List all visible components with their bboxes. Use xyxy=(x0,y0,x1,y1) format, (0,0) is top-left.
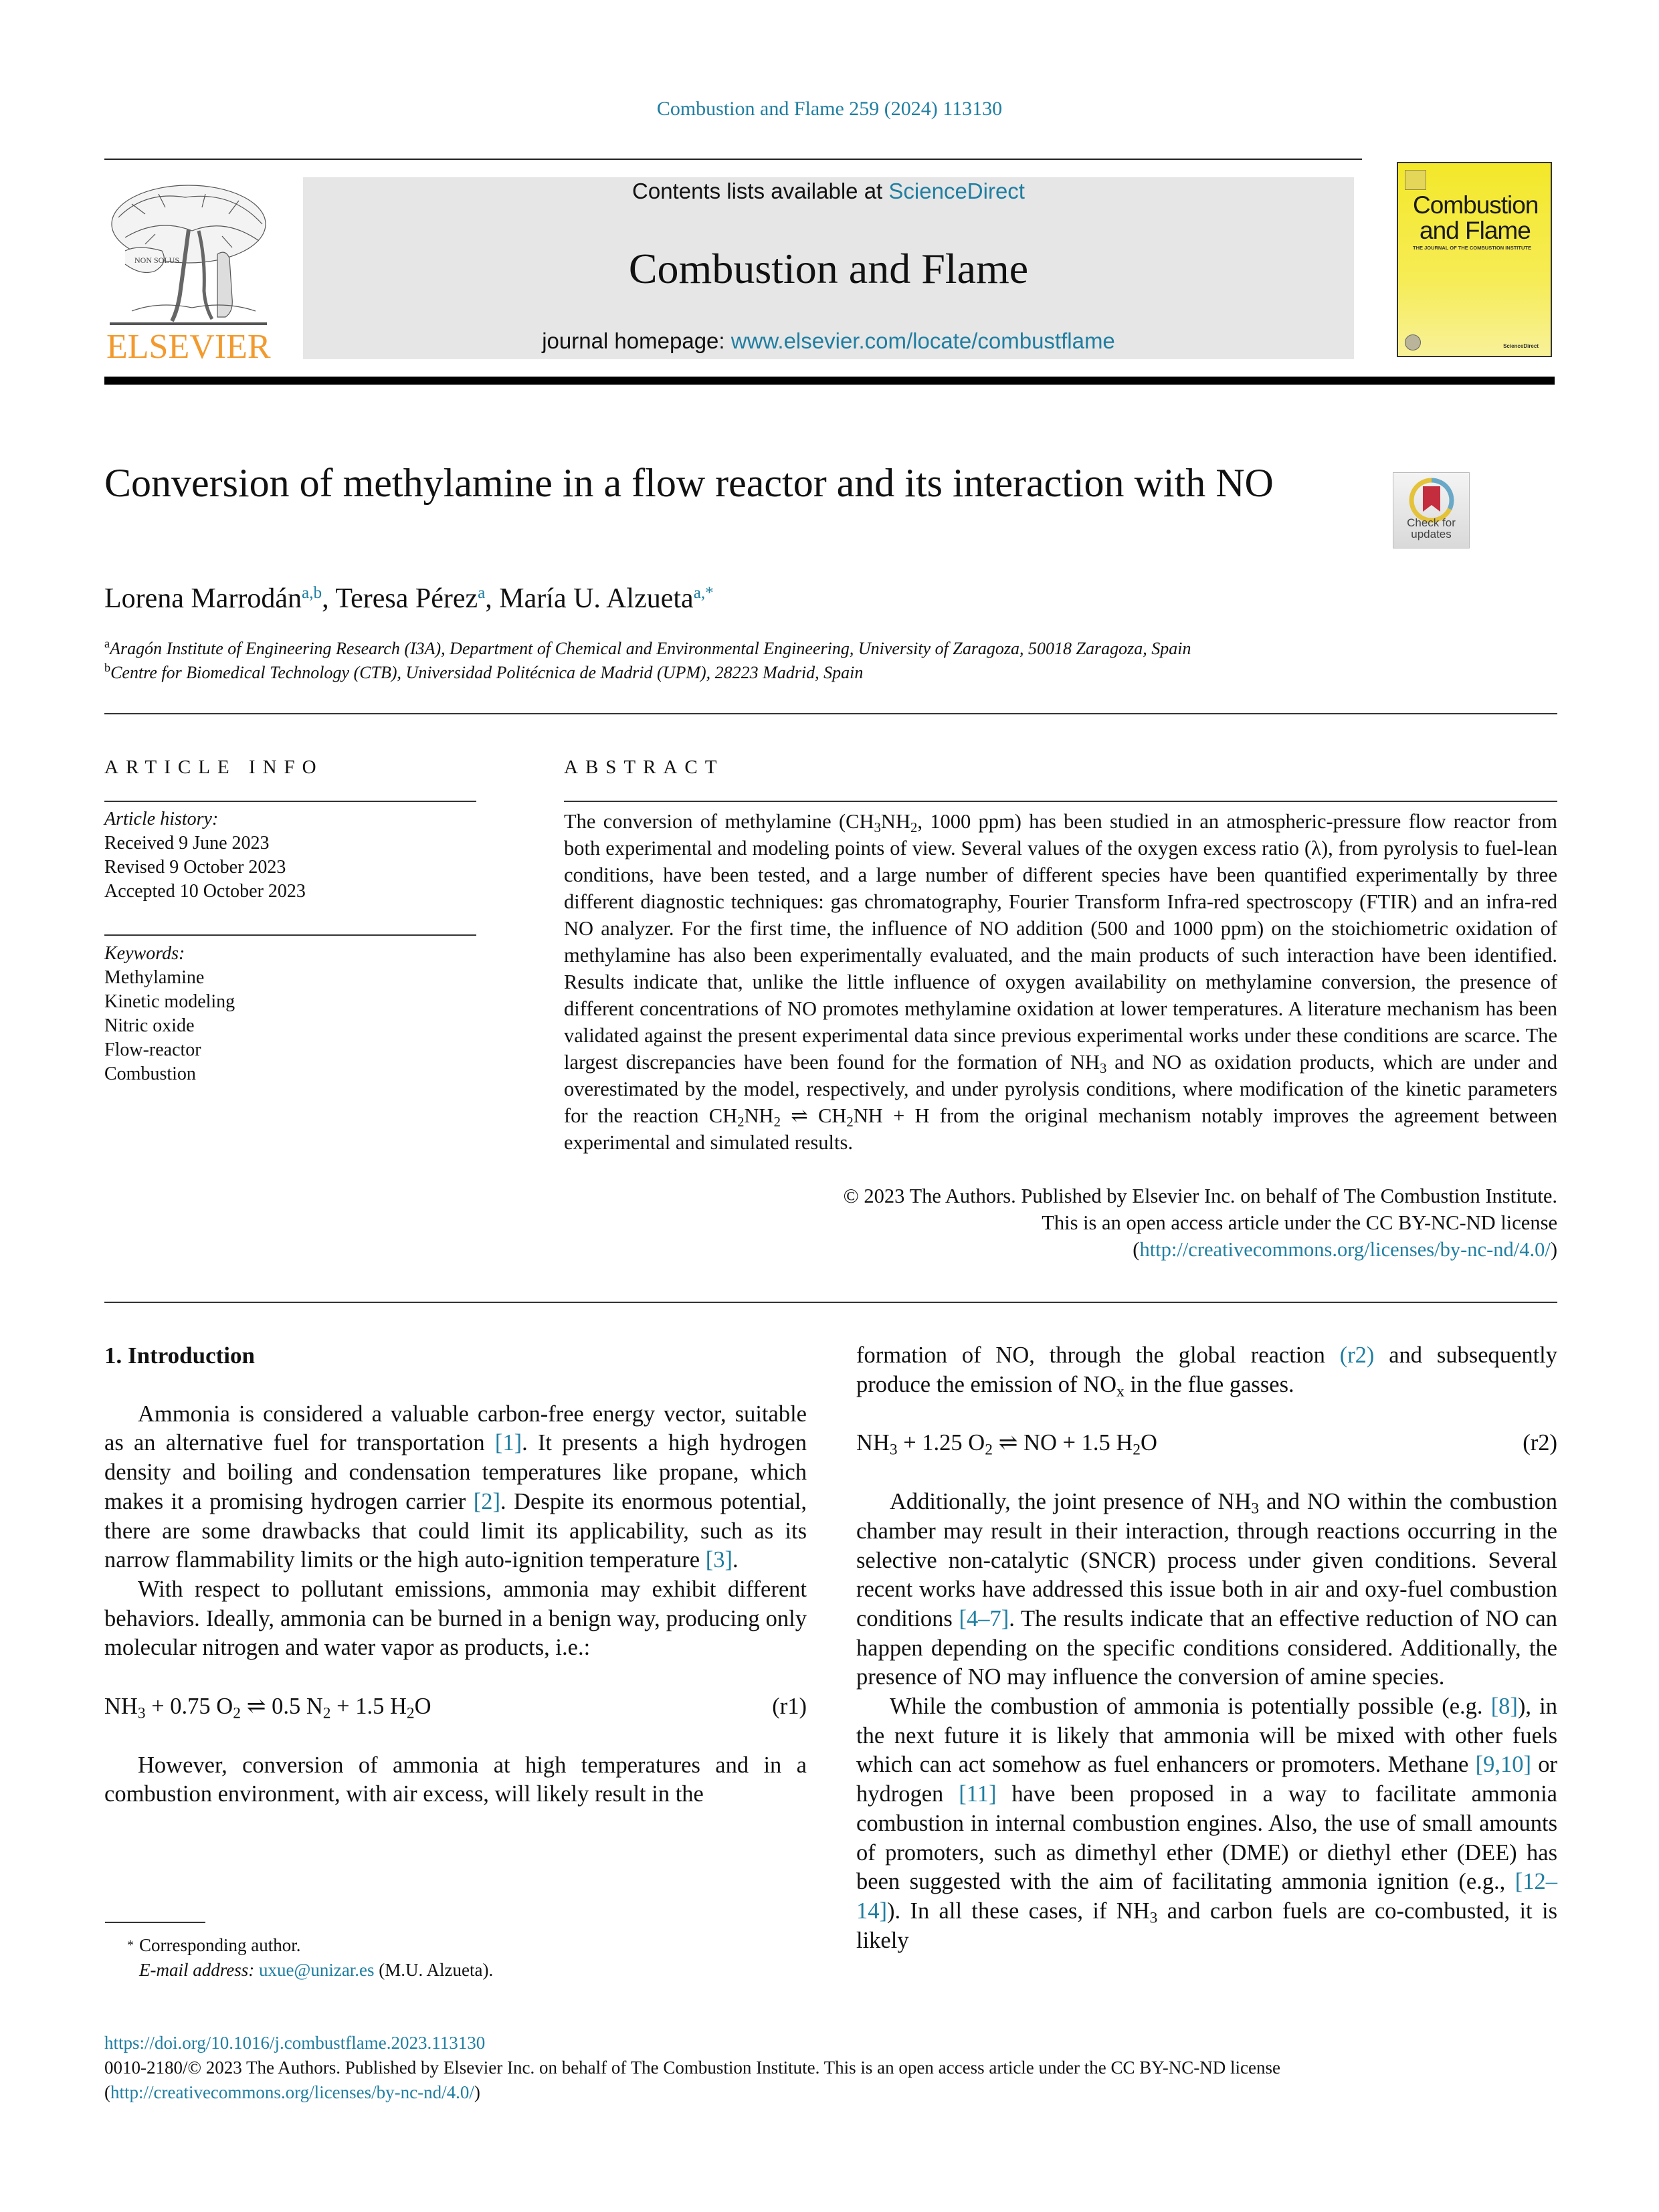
citation-link[interactable]: [4–7] xyxy=(959,1605,1009,1631)
cover-title: Combustion and Flame xyxy=(1413,191,1539,244)
check-for-updates-button[interactable] xyxy=(1393,472,1470,548)
page-footer xyxy=(104,2031,1280,2105)
divider xyxy=(564,801,1557,802)
divider xyxy=(104,934,476,936)
author-affiliation-sup[interactable]: a,* xyxy=(693,584,714,603)
body-column-left xyxy=(104,1341,807,1809)
citation-link[interactable]: [1] xyxy=(494,1430,522,1456)
elsevier-wordmark: ELSEVIER xyxy=(106,328,271,359)
history-accepted: Accepted 10 October 2023 xyxy=(104,881,306,902)
article-title: Conversion of methylamine in a flow reactor and its interaction with NO xyxy=(104,461,1274,505)
license-line: This is an open access article under the CC BY-NC-ND license xyxy=(1042,1211,1557,1234)
footer-license-link[interactable]: http://creativecommons.org/licenses/by-nc-nd/4.0/ xyxy=(110,2082,474,2102)
sciencedirect-link[interactable]: ScienceDirect xyxy=(888,179,1025,203)
affiliations xyxy=(104,637,1191,685)
paragraph: While the combustion of ammonia is potentially possible (e.g. [8]), in the next future it is likely that ammonia will be mixed with other fuels which can act somehow as fuel enhancers or promoters. Methane [9,10] or hydrogen [11] have been proposed in a way to facilitate ammonia combustion in internal combustion engines. Also, the use of small amounts of promoters, such as dimethyl ether (DME) or diethyl ether (DEE) has been suggested with the aim of facilitating ammonia ignition (e.g., [12–14]). In all these cases, if $NH_3$ and carbon fuels are co-combusted, it is likely xyxy=(856,1694,1558,1953)
equation-label: (r2) xyxy=(1523,1430,1557,1456)
homepage-prefix: journal homepage: xyxy=(542,328,731,353)
citation-link[interactable]: [2] xyxy=(473,1488,501,1514)
footnote-rule xyxy=(105,1922,205,1923)
equation-link[interactable]: (r2) xyxy=(1339,1342,1375,1368)
keyword: Combustion xyxy=(104,1064,196,1084)
elsevier-logo[interactable] xyxy=(105,177,272,359)
history-label: Article history: xyxy=(104,809,219,829)
paragraph: formation of NO, through the global reaction (r2) and subsequently produce the emission of $NO_x$ in the flue gasses. xyxy=(856,1342,1557,1401)
journal-masthead xyxy=(303,177,1354,359)
author-name: Lorena Marrodán xyxy=(104,583,302,614)
history-revised: Revised 9 October 2023 xyxy=(104,857,286,878)
license-link-line: (http://creativecommons.org/licenses/by-nc-nd/4.0/) xyxy=(1133,1238,1557,1261)
email-link[interactable]: uxue@unizar.es xyxy=(258,1960,375,1980)
keywords xyxy=(104,942,235,1086)
footer-license-link-line: (http://creativecommons.org/licenses/by-nc-nd/4.0/) xyxy=(104,2082,480,2102)
citation-link[interactable]: [3] xyxy=(705,1547,733,1573)
paragraph: However, conversion of ammonia at high temperatures and in a combustion environment, with air excess, will likely result in the xyxy=(104,1752,807,1807)
history-received: Received 9 June 2023 xyxy=(104,833,270,853)
email-note: E-mail address: uxue@unizar.es (M.U. Alzueta). xyxy=(139,1960,494,1980)
author-affiliation-sup[interactable]: a,b xyxy=(302,584,322,603)
author-name: Teresa Pérez xyxy=(335,583,478,614)
homepage-line xyxy=(303,328,1354,354)
contents-line xyxy=(303,179,1354,204)
article-history xyxy=(104,807,306,904)
keyword: Nitric oxide xyxy=(104,1015,195,1036)
citation-link[interactable]: [11] xyxy=(959,1781,997,1807)
citation-link[interactable]: [8] xyxy=(1490,1694,1518,1720)
copyright-line: © 2023 The Authors. Published by Elsevier Inc. on behalf of The Combustion Institute. xyxy=(843,1185,1557,1207)
affiliation-b: $^b$Centre for Biomedical Technology (CTB), Universidad Politécnica de Madrid (UPM), 28223 Madrid, Spain xyxy=(104,661,864,682)
keyword: Methylamine xyxy=(104,967,205,988)
body-column-right xyxy=(856,1341,1557,1955)
author-affiliation-sup[interactable]: a xyxy=(478,584,486,603)
cover-elsevier-icon xyxy=(1405,170,1426,190)
journal-name: Combustion and Flame xyxy=(628,245,1029,292)
abstract-heading: ABSTRACT xyxy=(564,757,724,778)
paragraph: Ammonia is considered a valuable carbon-free energy vector, suitable as an alternative fuel for transportation [1]. It presents a high hydrogen density and boiling and condensation temperatures like propane, which makes it a promising hydrogen carrier [2]. Despite its enormous potential, there are some drawbacks that could limit its applicability, such as its narrow flammability limits or the high auto-ignition temperature [3]. xyxy=(104,1401,807,1573)
equation-body: $NH_3 + 1.25$ $O_2$ ⇌ NO + 1.5 $H_2O$ xyxy=(856,1430,1157,1459)
svg-text:NON SOLUS: NON SOLUS xyxy=(134,256,180,265)
equation-r1 xyxy=(104,1692,807,1722)
divider xyxy=(104,713,1557,714)
header-thick-rule xyxy=(104,377,1555,385)
email-label: E-mail address: xyxy=(139,1960,259,1980)
paragraph: Additionally, the joint presence of $NH_3$ and NO within the combustion chamber may result in their interaction, through reactions occurring in the selective non-catalytic (SNCR) process under given conditions. Several recent works have addressed this issue both in air and oxy-fuel combustion conditions [4–7]. The results indicate that an effective reduction of NO can happen depending on the specific conditions considered. Additionally, the presence of NO may influence the conversion of amine species. xyxy=(856,1489,1557,1690)
divider xyxy=(104,801,476,802)
divider xyxy=(104,1302,1557,1303)
keyword: Kinetic modeling xyxy=(104,991,235,1012)
crossmark-label: Check for updates xyxy=(1407,516,1456,540)
citation-link[interactable]: [9,10] xyxy=(1475,1752,1531,1778)
doi-link[interactable]: https://doi.org/10.1016/j.combustflame.2023.113130 xyxy=(104,2033,486,2053)
cover-subtitle: THE JOURNAL OF THE COMBUSTION INSTITUTE xyxy=(1413,245,1531,251)
journal-reference[interactable]: Combustion and Flame 259 (2024) 113130 xyxy=(656,98,1003,120)
article-info-heading: ARTICLE INFO xyxy=(104,757,324,778)
footer-license-line: 0010-2180/© 2023 The Authors. Published by Elsevier Inc. on behalf of The Combustion Institute. This is an open access article under the CC BY-NC-ND license xyxy=(104,2057,1280,2078)
affiliation-a: $^a$Aragón Institute of Engineering Research (I3A), Department of Chemical and Environmental Engineering, University of Zaragoza, 50018 Zaragoza, Spain xyxy=(104,637,1191,658)
cover-seal-icon xyxy=(1405,334,1421,350)
journal-cover-thumbnail[interactable] xyxy=(1397,162,1552,357)
section-heading: 1. Introduction xyxy=(104,1342,255,1369)
footnote-star: * xyxy=(127,1938,134,1952)
footnote xyxy=(105,1933,493,1983)
citation-link[interactable]: [12–14] xyxy=(856,1869,1557,1924)
equation-r2 xyxy=(856,1429,1557,1458)
abstract-copyright xyxy=(564,1183,1557,1263)
header-top-rule xyxy=(104,159,1362,160)
corresponding-author-note: * Corresponding author. xyxy=(105,1933,493,1958)
paragraph: With respect to pollutant emissions, ammonia may exhibit different behaviors. Ideally, ammonia can be burned in a benign way, producing only molecular nitrogen and water vapor as products, i.e.: xyxy=(104,1576,807,1661)
keywords-label: Keywords: xyxy=(104,943,185,964)
cover-sciencedirect: ScienceDirect xyxy=(1503,343,1539,349)
contents-prefix: Contents lists available at xyxy=(632,179,889,203)
equation-body: $NH_3 + 0.75$ $O_2$ ⇌ 0.5 $N_2 + 1.5$ $H_2O$ xyxy=(104,1694,431,1722)
license-link[interactable]: http://creativecommons.org/licenses/by-nc-nd/4.0/ xyxy=(1139,1238,1551,1261)
equation-label: (r1) xyxy=(772,1694,807,1720)
abstract-text: The conversion of methylamine ($CH_3NH_2$, 1000 ppm) has been studied in an atmospheric-pressure flow reactor from both experimental and modeling points of view. Several values of the oxygen excess ratio (λ), from pyrolysis to fuel-lean conditions, have been tested, and a large number of different species have been quantified experimentally by three different diagnostic techniques: gas chromatography, Fourier Transform Infra-red spectroscopy (FTIR) and an infra-red NO analyzer. For the first time, the influence of NO addition (500 and 1000 ppm) on the stoichiometric oxidation of methylamine has also been experimentally evaluated, and the main products of such interaction have been identified. Results indicate that, unlike the little influence of oxygen availability on methylamine conversion, the presence of different concentrations of NO promotes methylamine oxidation at lower temperatures. A literature mechanism has been validated against the present experimental data since previous experimental works under these conditions are scarce. The largest discrepancies have been found for the formation of $NH_3$ and NO as oxidation products, which are under and overestimated by the model, respectively, and under pyrolysis conditions, where modification of the kinetic parameters for the reaction $CH_2NH_2$ ⇌ $CH_2NH + H$ from the original mechanism notably improves the agreement between experimental and simulated results. xyxy=(564,810,1558,1154)
author-name: María U. Alzueta xyxy=(499,583,694,614)
journal-homepage-link[interactable]: www.elsevier.com/locate/combustflame xyxy=(730,328,1115,353)
keyword: Flow-reactor xyxy=(104,1039,201,1060)
author-list: Lorena Marrodán$^{a,b}$, Teresa Pérez$^a$, María U. Alzueta$^{a,*}$ xyxy=(104,583,714,614)
elsevier-tree-icon xyxy=(105,177,272,359)
